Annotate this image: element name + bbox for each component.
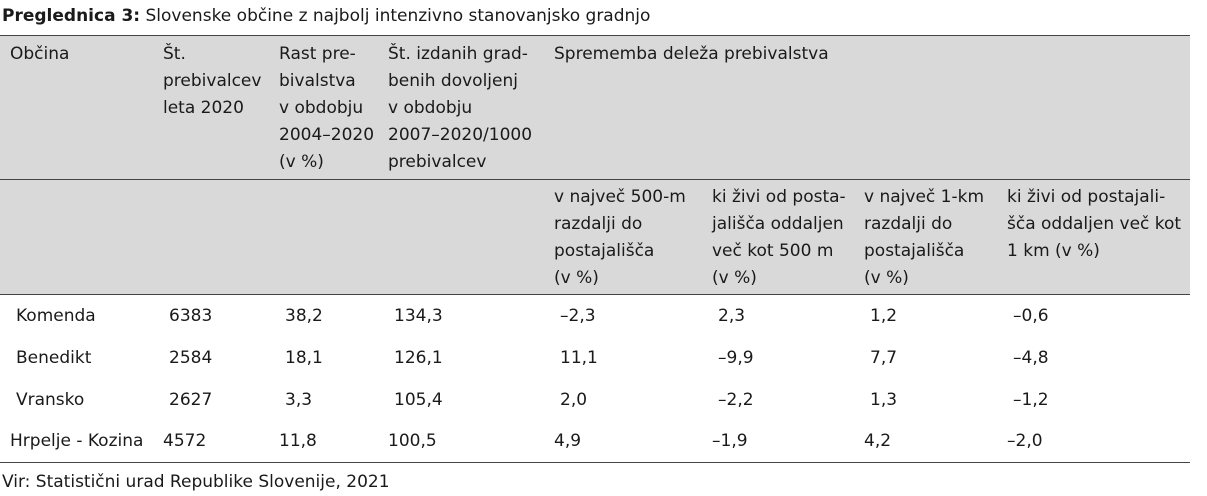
- caption-label: Preglednica 3:: [2, 6, 141, 26]
- table-cell-over-1km: –4,8: [1013, 348, 1049, 368]
- source-note: Vir: Statistični urad Republike Slovenije, 2021: [2, 472, 390, 492]
- header-permits: Št. izdanih grad- benih dovoljenj v obdobju 2007–2020/1000 prebivalcev: [388, 44, 533, 172]
- rule-table-bottom: [0, 462, 1190, 463]
- table-cell-within-500: 2,0: [560, 390, 588, 410]
- table-row-name: Komenda: [16, 306, 96, 326]
- table-cell-population: 6383: [169, 306, 213, 326]
- table-cell-within-1km: 4,2: [864, 431, 892, 451]
- header-over-500: ki živi od posta- jališča oddaljen več kot 500 m (v %): [712, 187, 846, 288]
- table-cell-within-1km: 7,7: [870, 348, 898, 368]
- table-cell-within-500: –2,3: [560, 306, 596, 326]
- header-over-1km: ki živi od postajali- šča oddaljen več kot 1 km (v %): [1007, 187, 1182, 261]
- table-cell-over-1km: –0,6: [1013, 306, 1049, 326]
- table-cell-over-500: –9,9: [718, 348, 754, 368]
- table-cell-within-500: 11,1: [560, 348, 598, 368]
- header-municipality: Občina: [10, 44, 70, 64]
- table-cell-within-1km: 1,3: [870, 390, 898, 410]
- table-cell-permits: 134,3: [394, 306, 443, 326]
- table-cell-over-1km: –2,0: [1007, 431, 1043, 451]
- table-row-name: Benedikt: [16, 348, 92, 368]
- table-cell-growth: 11,8: [279, 431, 317, 451]
- header-growth: Rast pre- bivalstva v obdobju 2004–2020 (v %): [279, 44, 375, 172]
- table-cell-growth: 38,2: [285, 306, 323, 326]
- header-within-500: v največ 500-m razdalji do postajališča (v %): [554, 187, 686, 288]
- table-row-name: Hrpelje - Kozina: [10, 431, 144, 451]
- table-cell-growth: 3,3: [285, 390, 313, 410]
- header-change-group: Sprememba deleža prebivalstva: [554, 44, 829, 64]
- rule-top: [0, 35, 1190, 36]
- table-cell-population: 2627: [169, 390, 213, 410]
- table-cell-permits: 105,4: [394, 390, 443, 410]
- rule-header-divider: [0, 179, 1190, 180]
- header-within-1km: v največ 1-km razdalji do postajališča (v %): [864, 187, 985, 288]
- table-cell-over-500: –1,9: [712, 431, 748, 451]
- caption-text: Slovenske občine z najbolj intenzivno stanovanjsko gradnjo: [145, 6, 651, 26]
- table-cell-within-1km: 1,2: [870, 306, 898, 326]
- table-cell-population: 4572: [163, 431, 207, 451]
- table-cell-permits: 100,5: [388, 431, 437, 451]
- table-cell-growth: 18,1: [285, 348, 323, 368]
- table-cell-over-500: 2,3: [718, 306, 746, 326]
- table-cell-population: 2584: [169, 348, 213, 368]
- table-row-name: Vransko: [16, 390, 85, 410]
- table-cell-permits: 126,1: [394, 348, 443, 368]
- header-population: Št. prebivalcev leta 2020: [163, 44, 262, 118]
- table-caption: [2, 4, 650, 28]
- table-cell-over-1km: –1,2: [1013, 390, 1049, 410]
- rule-header-bottom: [0, 294, 1190, 295]
- table-cell-within-500: 4,9: [554, 431, 582, 451]
- table-cell-over-500: –2,2: [718, 390, 754, 410]
